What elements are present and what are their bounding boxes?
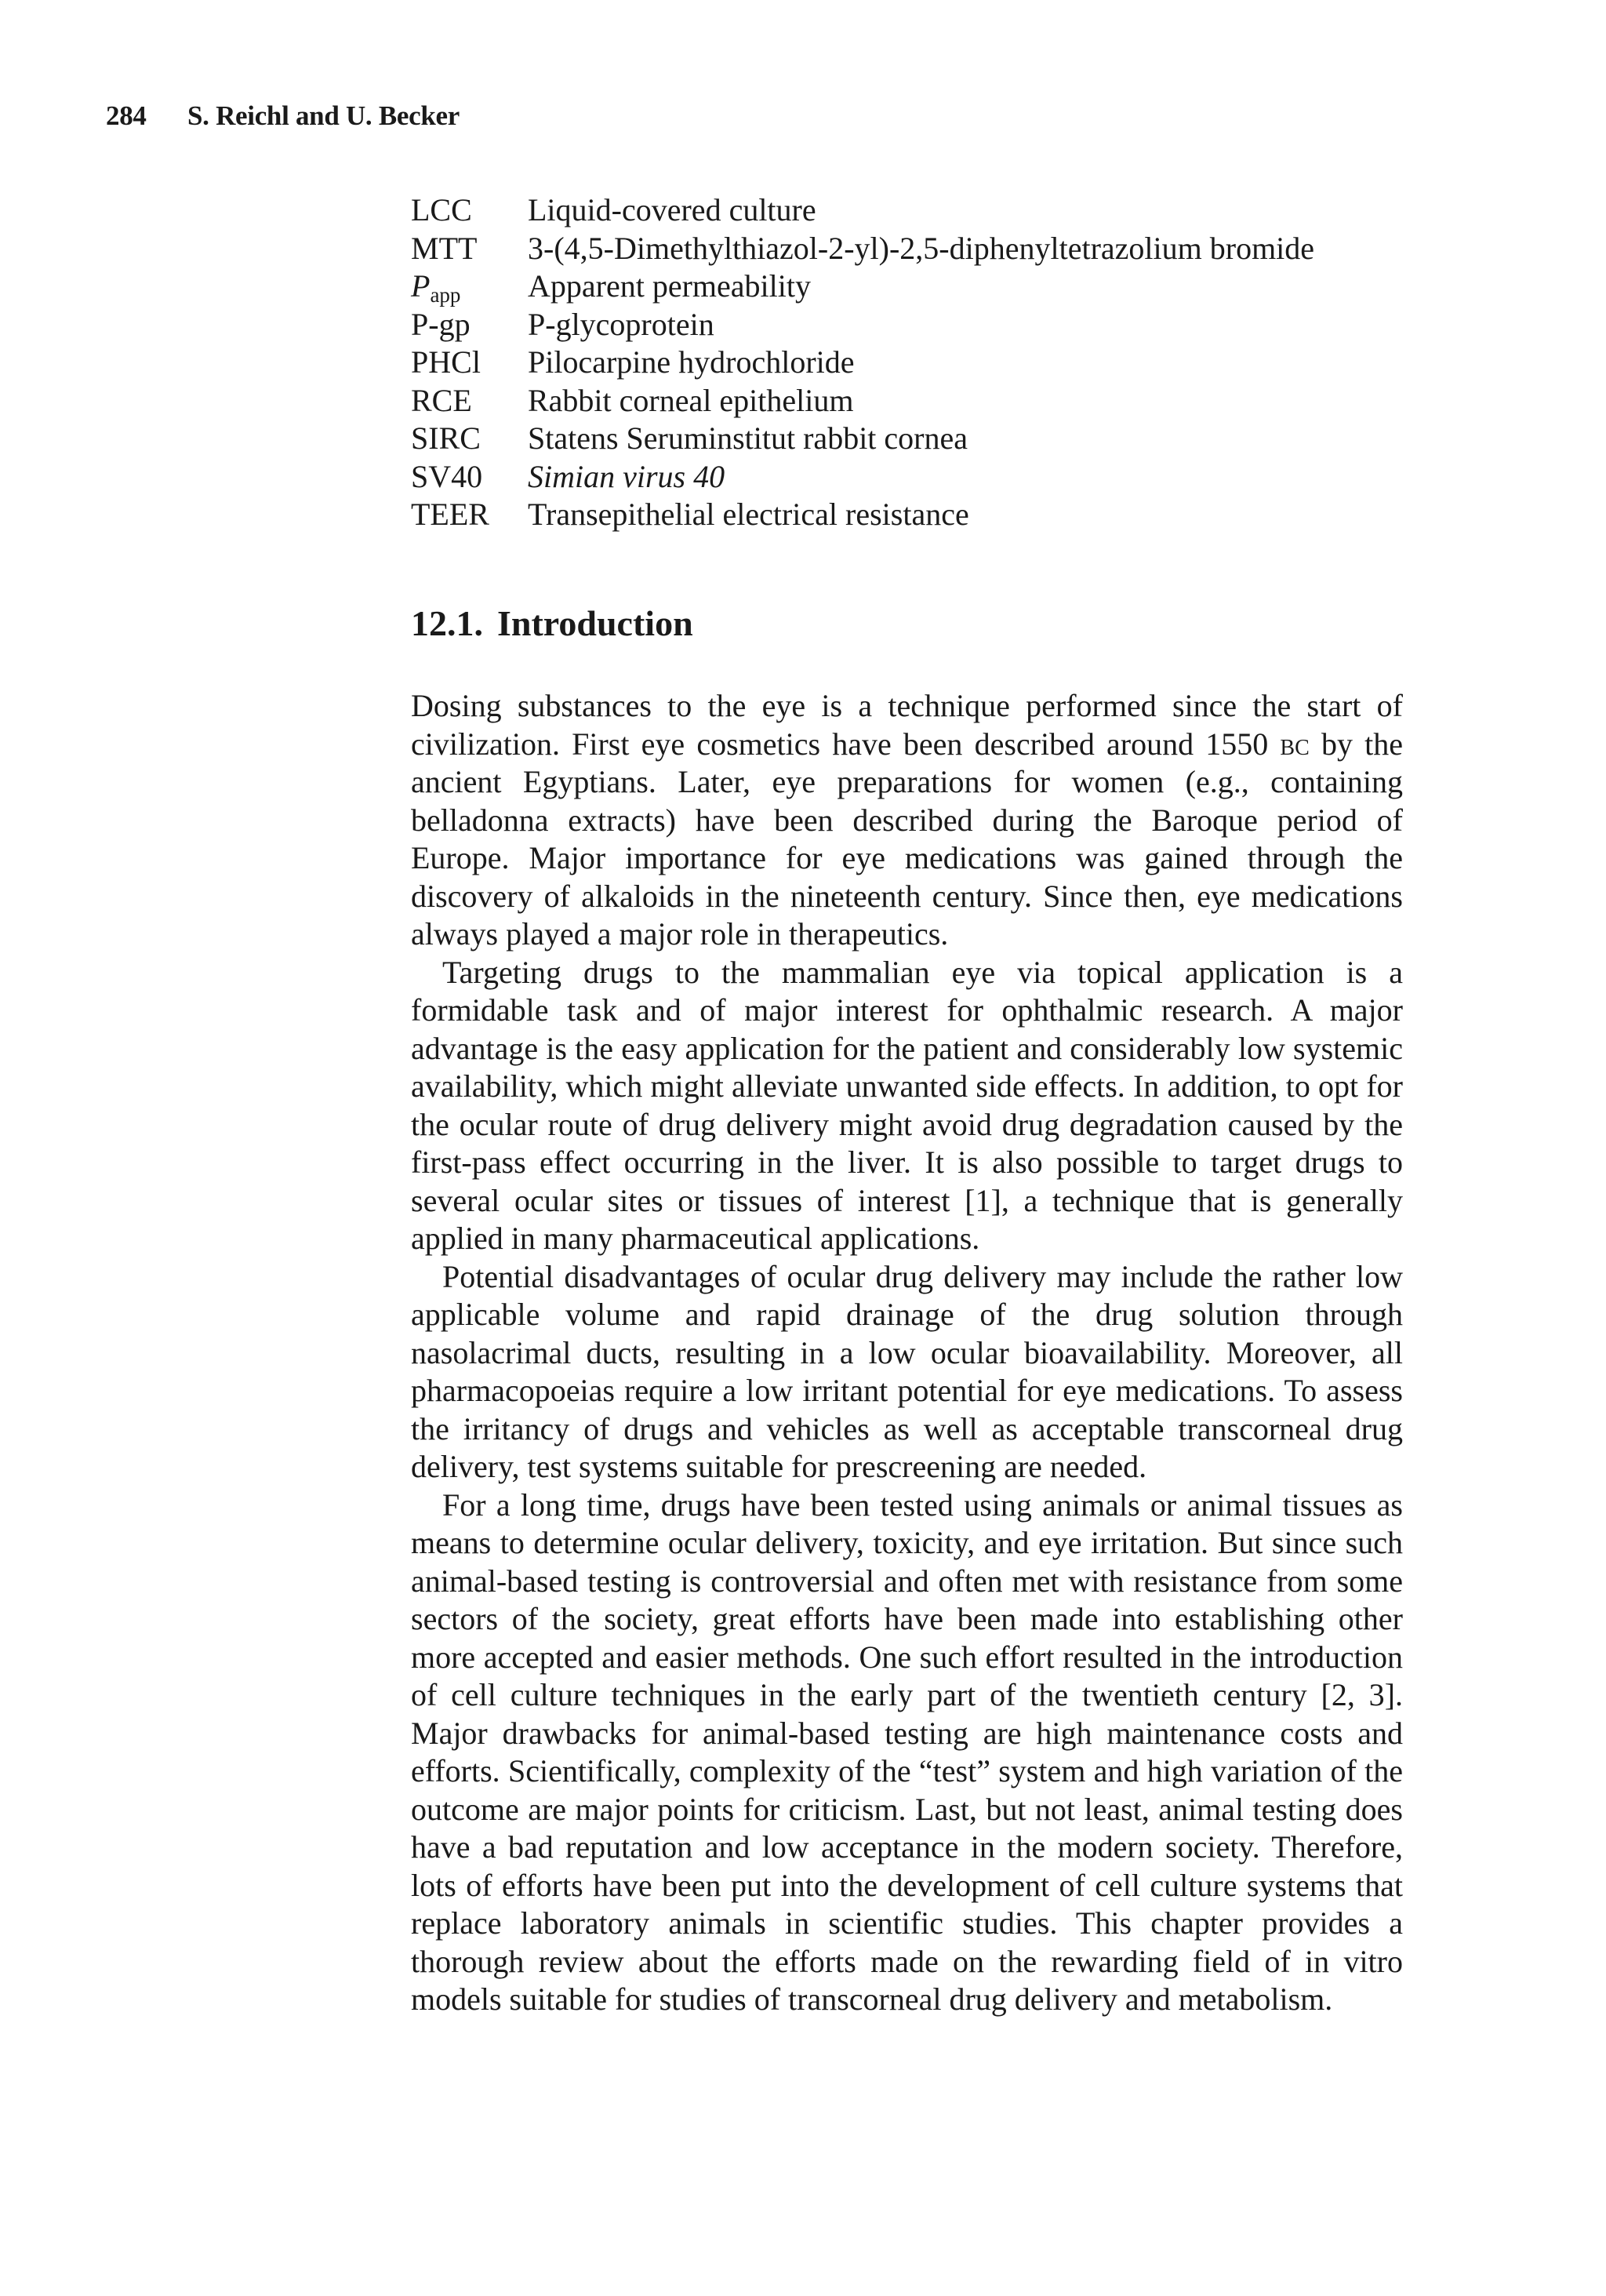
abbreviation-term: LCC [411,192,472,227]
abbreviation-term [411,267,528,306]
abbreviation-definition: Simian virus 40 [528,458,725,494]
abbreviation-term-subscript: app [430,283,461,307]
abbreviation-definition: Statens Seruminstitut rabbit cornea [528,420,968,456]
abbreviation-row [411,267,1314,306]
bc-abbreviation: bc [1280,726,1310,762]
section-number: 12.1. [411,603,483,643]
running-head [106,100,460,132]
abbreviation-definition: Transepithelial electrical resistance [528,497,969,532]
abbreviation-term: RCE [411,382,472,418]
paragraph-text: Dosing substances to the eye is a technique performed since the start of civilization. First eye cosmetics have been described around 1550 [411,688,1403,762]
paragraph: Targeting drugs to the mammalian eye via topical application is a formidable task and of major interest for ophthalmic research. A major advantage is the easy application for the patient and considerably low systemic availability, which might alleviate unwanted side effects. In addition, to opt for the ocular route of drug delivery might avoid drug degradation caused by the first-pass effect occurring in the liver. It is also possible to target drugs to several ocular sites or tissues of interest [1], a technique that is generally applied in many pharmaceutical applications. [411,954,1403,1256]
abbreviation-term-main: P [411,268,431,304]
abbreviation-row [411,382,1314,420]
section-title: Introduction [497,603,693,643]
abbreviation-term: TEER [411,497,489,532]
abbreviation-definition: Pilocarpine hydrochloride [528,344,855,380]
section-heading [411,601,693,646]
paragraph: Potential disadvantages of ocular drug delivery may include the rather low applicable volume and rapid drainage of the drug solution through nasolacrimal ducts, resulting in a low ocular bioavailability. Moreover, all pharmacopoeias require a low irritant potential for eye medications. To assess the irritancy of drugs and vehicles as well as acceptable transcorneal drug delivery, test systems suitable for prescreening are needed. [411,1258,1403,1484]
abbreviation-list [411,191,1314,534]
running-head-authors: S. Reichl and U. Becker [187,100,460,131]
abbreviation-row [411,230,1314,268]
abbreviation-term: PHCl [411,344,481,380]
abbreviation-row [411,344,1314,382]
abbreviation-row [411,191,1314,230]
abbreviation-definition: Apparent permeability [528,268,811,304]
abbreviation-row [411,458,1314,497]
abbreviation-definition: Rabbit corneal epithelium [528,382,854,418]
abbreviation-definition: P-glycoprotein [528,306,714,342]
abbreviation-term: P-gp [411,306,471,342]
body-text [411,687,1403,2019]
paragraph-text: by the ancient Egyptians. Later, eye preparations for women (e.g., containing belladonna extracts) have been described during the Baroque period of Europe. Major importance for eye medications was gained through the discovery of alkaloids in the nineteenth century. Since then, eye medications always played a major role in therapeutics. [411,726,1403,952]
abbreviation-definition: Liquid-covered culture [528,192,816,227]
page-number: 284 [106,100,147,131]
abbreviation-term: SIRC [411,420,481,456]
abbreviation-row [411,496,1314,534]
abbreviation-term: MTT [411,230,478,266]
paragraph: For a long time, drugs have been tested using animals or animal tissues as means to determine ocular delivery, toxicity, and eye irritation. But since such animal-based testing is controversial and often met with resistance from some sectors of the society, great efforts have been made into establishing other more accepted and easier methods. One such effort resulted in the introduction of cell culture techniques in the early part of the twentieth century [2, 3]. Major drawbacks for animal-based testing are high maintenance costs and efforts. Scientifically, complexity of the “test” system and high variation of the outcome are major points for criticism. Last, but not least, animal testing does have a bad reputation and low acceptance in the modern society. Therefore, lots of efforts have been put into the development of cell culture systems that replace laboratory animals in scientific studies. This chapter provides a thorough review about the efforts made on the rewarding field of in vitro models suitable for studies of transcorneal drug delivery and metabolism. [411,1486,1403,2017]
paragraph [411,687,1403,954]
abbreviation-row [411,420,1314,458]
abbreviation-term: SV40 [411,458,483,494]
abbreviation-row [411,306,1314,344]
abbreviation-definition: 3-(4,5-Dimethylthiazol-2-yl)-2,5-diphenyltetrazolium bromide [528,230,1315,266]
